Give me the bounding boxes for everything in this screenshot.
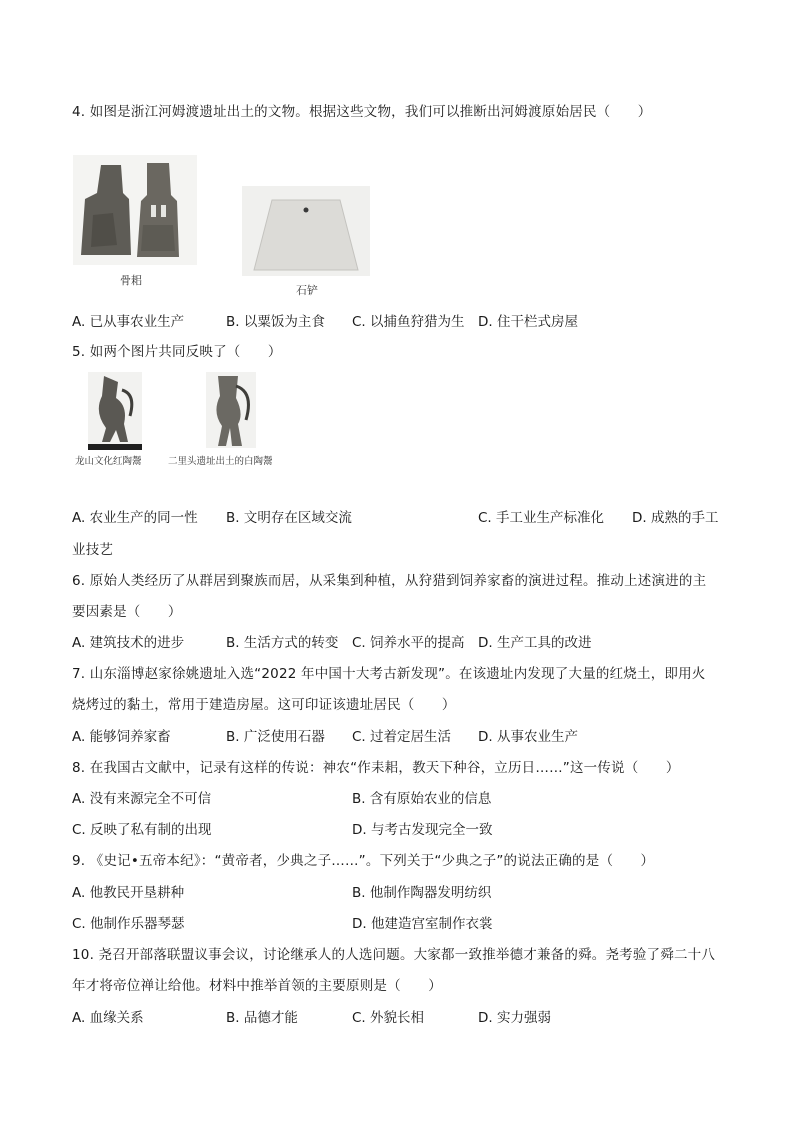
q7-stem-line-2: 烧烤过的黏土，常用于建造房屋。这可印证该遗址居民（ ） [72,697,456,713]
q6-option-d[interactable]: D. 生产工具的改进 [478,635,592,651]
q5-option-d-continued: 业技艺 [72,542,114,558]
q4-option-a[interactable]: A. 已从事农业生产 [72,314,185,330]
q9-option-a[interactable]: A. 他教民开垦耕种 [72,885,185,901]
q5-option-a[interactable]: A. 农业生产的同一性 [72,510,198,526]
bone-spade-caption: 骨耜 [120,274,142,287]
q10-option-c[interactable]: C. 外貌长相 [352,1010,425,1026]
q8-option-a[interactable]: A. 没有来源完全不可信 [72,791,212,807]
q9-option-d[interactable]: D. 他建造宫室制作衣裳 [352,916,493,932]
erlitou-gui-caption: 二里头遗址出土的白陶鬶 [168,456,273,467]
q7-option-a[interactable]: A. 能够饲养家畜 [72,729,171,745]
q5-option-b[interactable]: B. 文明存在区域交流 [226,510,352,526]
stone-shovel-image [242,186,370,276]
q7-option-c[interactable]: C. 过着定居生活 [352,729,452,745]
q10-option-a[interactable]: A. 血缘关系 [72,1010,144,1026]
q5-stem: 5. 如两个图片共同反映了（ ） [72,344,282,360]
q7-stem-line-1: 7. 山东淄博赵家徐姚遗址入选“2022 年中国十大考古新发现”。在该遗址内发现了大量的红烧土，即用火 [72,666,706,682]
q7-option-b[interactable]: B. 广泛使用石器 [226,729,325,745]
longshan-gui-caption: 龙山文化红陶鬶 [75,456,142,467]
q10-option-b[interactable]: B. 品德才能 [226,1010,298,1026]
q4-option-d[interactable]: D. 住干栏式房屋 [478,314,578,330]
q8-option-d[interactable]: D. 与考古发现完全一致 [352,822,493,838]
stone-shovel-caption: 石铲 [296,284,318,297]
q8-option-b[interactable]: B. 含有原始农业的信息 [352,791,492,807]
q8-option-c[interactable]: C. 反映了私有制的出现 [72,822,212,838]
q4-stem: 4. 如图是浙江河姆渡遗址出土的文物。根据这些文物，我们可以推断出河姆渡原始居民（ ） [72,104,652,120]
q10-option-d[interactable]: D. 实力强弱 [478,1010,551,1026]
q8-stem: 8. 在我国古文献中，记录有这样的传说：神农“作耒耜，教天下种谷，立历日……”这一传说（ ） [72,760,680,776]
q9-option-b[interactable]: B. 他制作陶器发明纺织 [352,885,492,901]
q6-stem-line-2: 要因素是（ ） [72,604,182,620]
q5-option-c[interactable]: C. 手工业生产标准化 [478,510,605,526]
q5-option-d[interactable]: D. 成熟的手工 [632,510,719,526]
q10-stem-line-2: 年才将帝位禅让给他。材料中推举首领的主要原则是（ ） [72,978,442,994]
q6-option-b[interactable]: B. 生活方式的转变 [226,635,339,651]
q4-option-b[interactable]: B. 以粟饭为主食 [226,314,325,330]
q9-option-c[interactable]: C. 他制作乐器琴瑟 [72,916,185,932]
q10-stem-line-1: 10. 尧召开部落联盟议事会议，讨论继承人的人选问题。大家都一致推举德才兼备的舜。尧考验了舜二十八 [72,947,716,963]
q6-option-a[interactable]: A. 建筑技术的进步 [72,635,185,651]
q4-option-c[interactable]: C. 以捕鱼狩猎为生 [352,314,465,330]
q7-option-d[interactable]: D. 从事农业生产 [478,729,578,745]
q6-option-c[interactable]: C. 饲养水平的提高 [352,635,465,651]
q9-stem: 9. 《史记•五帝本纪》：“黄帝者，少典之子……”。下列关于“少典之子”的说法正确的是（ ） [72,853,655,869]
bone-spade-image [73,155,197,265]
q6-stem-line-1: 6. 原始人类经历了从群居到聚族而居，从采集到种植，从狩猎到饲养家畜的演进过程。推动上述演进的主 [72,573,707,589]
